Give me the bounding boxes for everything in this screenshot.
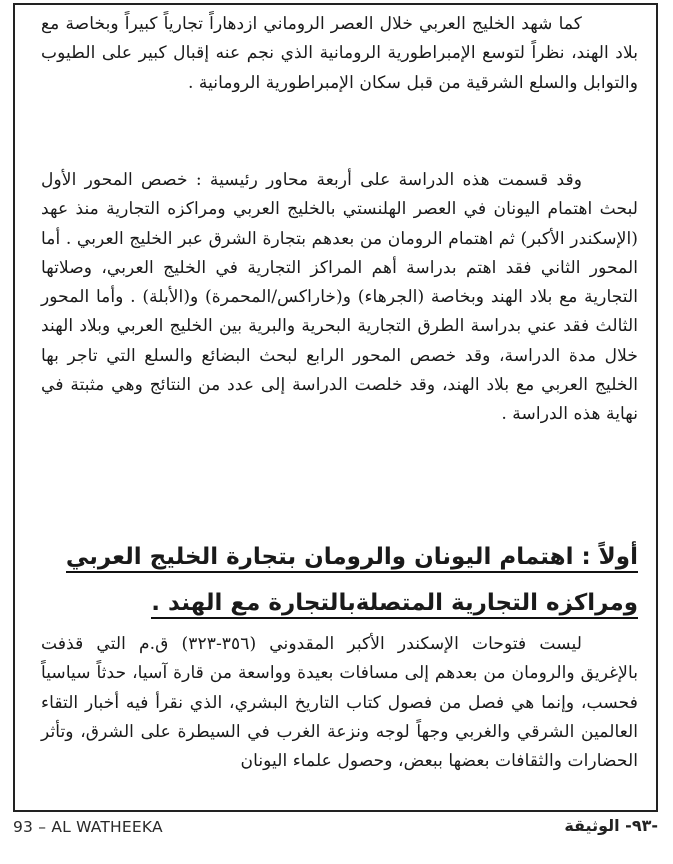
footer-page-label-latin: 93 – AL WATHEEKA (13, 818, 163, 836)
section-heading-line-1: أولاً : اهتمام اليونان والرومان بتجارة الخليج العربي (48, 534, 638, 580)
study-axes-paragraph: وقد قسمت هذه الدراسة على أربعة محاور رئيسية : خصص المحور الأول لبحث اهتمام اليونان في العصر الهلنستي بالخليج العربي ومراكزه التجارية منذ عهد (الإسكندر الأكبر) ثم اهتمام الرومان من بعدهم بتجارة الشرق عبر الخليج العربي . أما المحور الثاني فقد اهتم بدراسة أهم المراكز التجارية في الخليج العربي، وصلاتها التجارية مع بلاد الهند وبخاصة (الجرهاء) و(خاراكس/المحمرة) و(الأبلة) . وأما المحور الثالث فقد عني بدراسة الطرق التجارية البحرية والبرية بين الخليج العربي وبلاد الهند خلال مدة الدراسة، وقد خصص المحور الرابع لبحث البضائع والسلع التي تاجر بها الخليج العربي مع بلاد الهند، وقد خلصت الدراسة إلى عدد من النتائج وهي مثبتة في نهاية هذه الدراسة . (41, 170, 638, 425)
footer-page-label-arabic: -٩٣- الوثيقة (564, 816, 658, 835)
bottom-text-block (41, 630, 638, 776)
page-footer (13, 816, 658, 846)
top-text-block (41, 10, 638, 430)
intro-paragraph: كما شهد الخليج العربي خلال العصر الروماني ازدهاراً تجارياً كبيراً وبخاصة مع بلاد الهند، نظراً لتوسع الإمبراطورية الرومانية الذي نجم عنه إقبال كبير على الطيوب والتوابل والسلع الشرقية من قبل سكان الإمبراطورية الرومانية . (41, 14, 638, 93)
section-heading-line-2: ومراكزه التجارية المتصلةبالتجارة مع الهند . (48, 580, 638, 626)
section-heading (48, 534, 638, 626)
alexander-paragraph: ليست فتوحات الإسكندر الأكبر المقدوني (٣٥٦-٣٢٣) ق.م التي قذفت بالإغريق والرومان من بعدهم إلى مسافات بعيدة وواسعة من قارة آسيا، حدثاً سياسياً فحسب، وإنما هي فصل من فصول كتاب التاريخ البشري، الذي نقرأ فيه أخبار التقاء العالمين الشرقي والغربي وجهاً لوجه ونزعة الغرب في السيطرة على الشرق، وتأثر الحضارات والثقافات بعضها ببعض، وحصول علماء اليونان (41, 634, 638, 772)
